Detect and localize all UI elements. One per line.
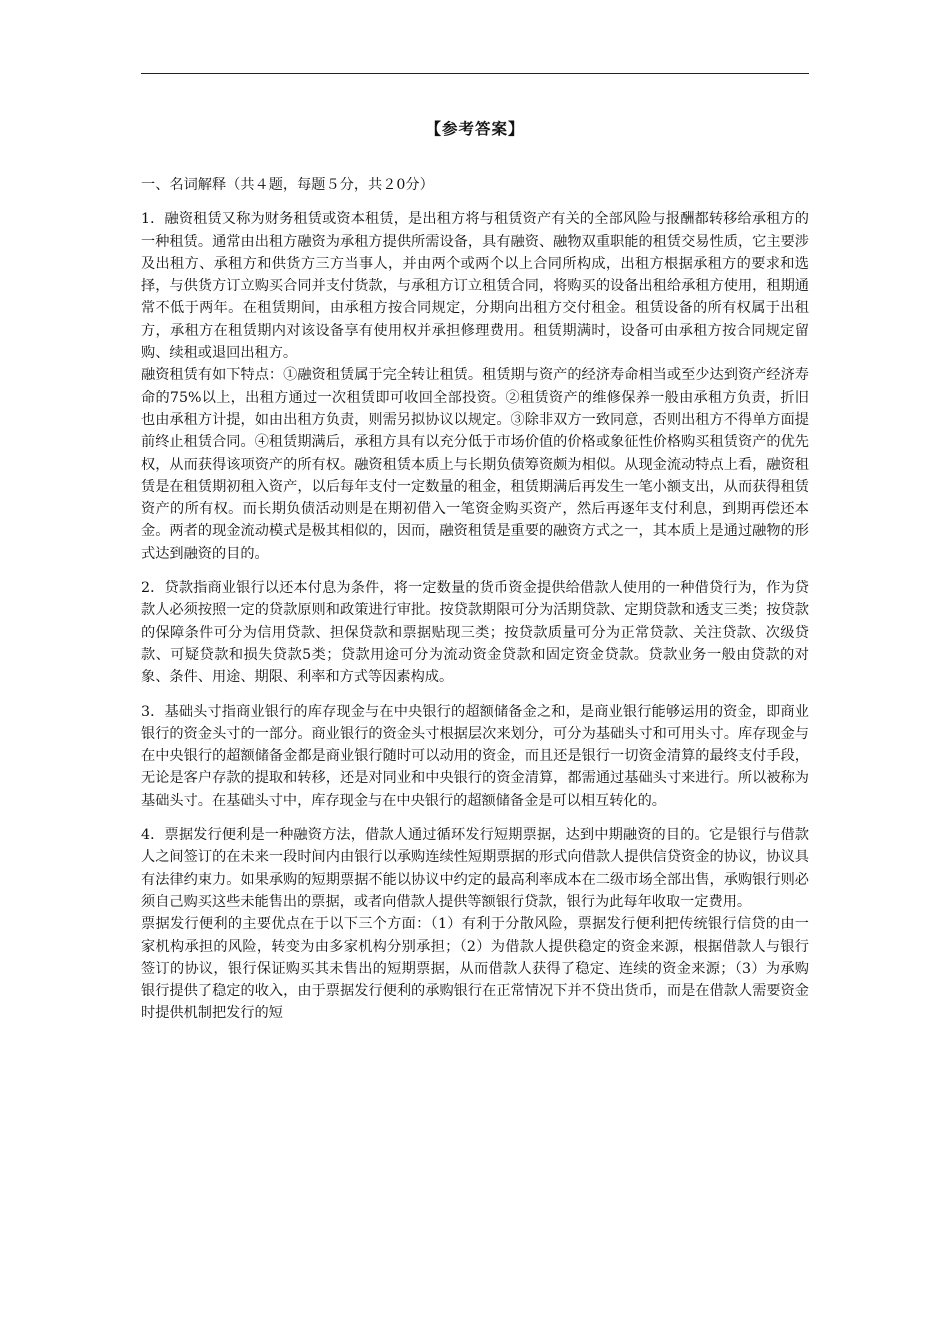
answer-paragraph-1-features: 融资租赁有如下特点：①融资租赁属于完全转让租赁。租赁期与资产的经济寿命相当或至少达到资产经济寿命的75%以上，出租方通过一次租赁即可收回全部投资。②租赁资产的维修保养一般由承租方负责，折旧也由承租方计提，如由出租方负责，则需另拟协议以规定。③除非双方一致同意，否则出租方不得单方面提前终止租赁合同。④租赁期满后，承租方具有以充分低于市场价值的价格或象征性价格购买租赁资产的优先权，从而获得该项资产的所有权。融资租赁本质上与长期负债筹资颇为相似。从现金流动特点上看，融资租赁是在租赁期初租入资产，以后每年支付一定数量的租金，租赁期满后再发生一笔小额支出，从而获得租赁资产的所有权。而长期负债活动则是在期初借入一笔资金购买资产，然后再逐年支付利息，到期再偿还本金。两者的现金流动模式是极其相似的，因而，融资租赁是重要的融资方式之一，其本质上是通过融物的形式达到融资的目的。: [141, 367, 809, 562]
answer-paragraph-1: 1．融资租赁又称为财务租赁或资本租赁，是出租方将与租赁资产有关的全部风险与报酬都转移给承租方的一种租赁。通常由出租方融资为承租方提供所需设备，具有融资、融物双重职能的租赁交易性质，它主要涉及出租方、承租方和供货方三方当事人，并由两个或两个以上合同所构成，出租方根据承租方的要求和选择，与供货方订立购买合同并支付货款，与承租方订立租赁合同，将购买的设备出租给承租方使用，租期通常不低于两年。在租赁期间，由承租方按合同规定，分期向出租方交付租金。租赁设备的所有权属于出租方，承租方在租赁期内对该设备享有使用权并承担修理费用。租赁期满时，设备可由承租方按合同规定留购、续租或退回出租方。: [141, 211, 809, 362]
answer-paragraph-2: 2．贷款指商业银行以还本付息为条件，将一定数量的货币资金提供给借款人使用的一种借贷行为，作为贷款人必须按照一定的贷款原则和政策进行审批。按贷款期限可分为活期贷款、定期贷款和透支三类；按贷款的保障条件可分为信用贷款、担保贷款和票据贴现三类；按贷款质量可分为正常贷款、关注贷款、次级贷款、可疑贷款和损失贷款5类；贷款用途可分为流动资金贷款和固定资金贷款。贷款业务一般由贷款的对象、条件、用途、期限、利率和方式等因素构成。: [141, 580, 809, 686]
document-body: [141, 174, 809, 1025]
answer-paragraph-4: 4．票据发行便利是一种融资方法，借款人通过循环发行短期票据，达到中期融资的目的。它是银行与借款人之间签订的在未来一段时间内由银行以承购连续性短期票据的形式向借款人提供信贷资金的协议，协议具有法律约束力。如果承购的短期票据不能以协议中约定的最高利率成本在二级市场全部出售，承购银行则必须自己购买这些未能售出的票据，或者向借款人提供等额银行贷款，银行为此每年收取一定费用。: [141, 827, 809, 910]
section-heading: 一、名词解释（共４题，每题５分，共２0分）: [141, 177, 434, 193]
page-title: 【参考答案】: [425, 119, 525, 138]
top-divider: [141, 73, 809, 74]
answer-paragraph-3: 3．基础头寸指商业银行的库存现金与在中央银行的超额储备金之和，是商业银行能够运用的资金，即商业银行的资金头寸的一部分。商业银行的资金头寸根据层次来划分，可分为基础头寸和可用头寸。库存现金与在中央银行的超额储备金都是商业银行随时可以动用的资金，而且还是银行一切资金清算的最终支付手段，无论是客户存款的提取和转移，还是对同业和中央银行的资金清算，都需通过基础头寸来进行。所以被称为基础头寸。在基础头寸中，库存现金与在中央银行的超额储备金是可以相互转化的。: [141, 703, 809, 809]
answer-paragraph-4-advantages: 票据发行便利的主要优点在于以下三个方面：（1）有利于分散风险，票据发行便利把传统银行信贷的由一家机构承担的风险，转变为由多家机构分别承担；（2）为借款人提供稳定的资金来源，根据借款人与银行签订的协议，银行保证购买其未售出的短期票据，从而借款人获得了稳定、连续的资金来源；（3）为承购银行提供了稳定的收入，由于票据发行便利的承购银行在正常情况下并不贷出货币，而是在借款人需要资金时提供机制把发行的短: [141, 916, 809, 1022]
